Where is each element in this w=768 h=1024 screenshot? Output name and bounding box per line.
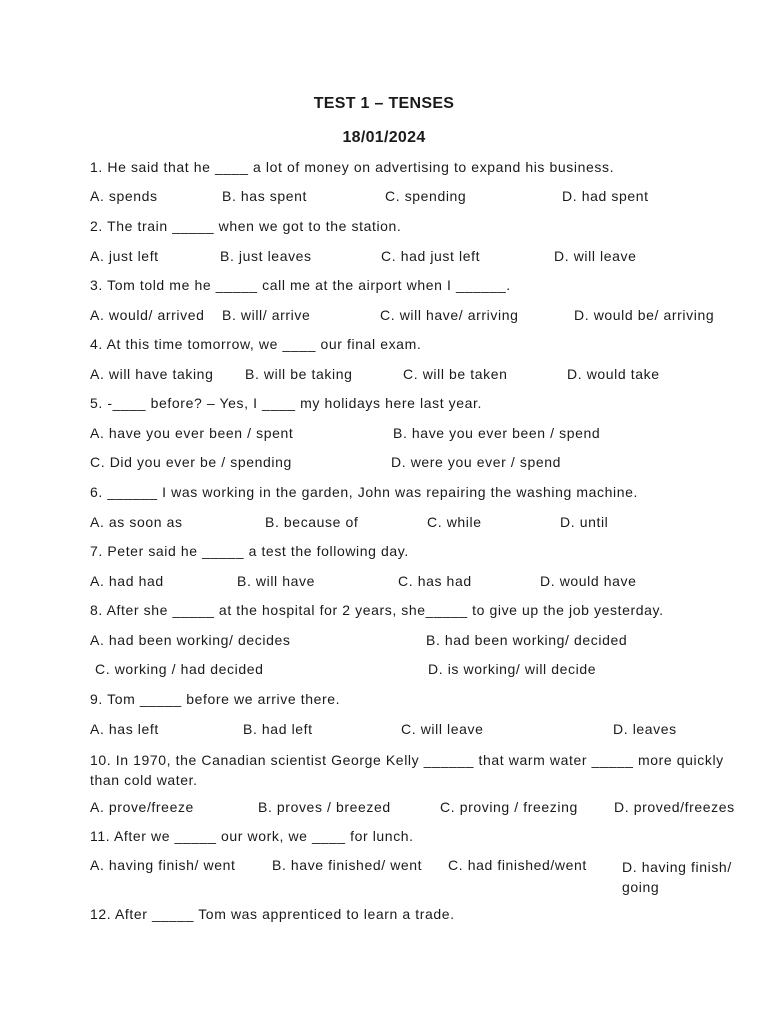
q7-option-a: A. had had <box>90 573 164 589</box>
question-6: 6. ______ I was working in the garden, John was repairing the washing machine. <box>90 484 638 500</box>
q6-option-a: A. as soon as <box>90 514 183 530</box>
question-2: 2. The train _____ when we got to the station. <box>90 218 402 234</box>
q7-option-b: B. will have <box>237 573 316 589</box>
q10-option-b: B. proves / breezed <box>258 799 391 815</box>
q11-option-d: D. having finish/ going <box>622 859 732 895</box>
question-4: 4. At this time tomorrow, we ____ our final exam. <box>90 336 422 352</box>
q6-option-d: D. until <box>560 514 609 530</box>
q1-option-c: C. spending <box>385 188 467 204</box>
q2-option-d: D. will leave <box>554 248 637 264</box>
question-7: 7. Peter said he _____ a test the following day. <box>90 543 409 559</box>
question-1: 1. He said that he ____ a lot of money on advertising to expand his business. <box>90 159 615 175</box>
q9-option-c: C. will leave <box>401 721 484 737</box>
q3-option-d: D. would be/ arriving <box>574 307 715 323</box>
q1-option-a: A. spends <box>90 188 158 204</box>
q10-option-a: A. prove/freeze <box>90 799 194 815</box>
q9-option-b: B. had left <box>243 721 313 737</box>
q7-option-c: C. has had <box>398 573 472 589</box>
q11-option-a: A. having finish/ went <box>90 857 236 873</box>
q11-option-b: B. have finished/ went <box>272 857 423 873</box>
q8-option-c: C. working / had decided <box>95 661 264 677</box>
question-10: 10. In 1970, the Canadian scientist George Kelly ______ that warm water _____ more quickly than cold water. <box>90 752 724 788</box>
q2-option-b: B. just leaves <box>220 248 312 264</box>
question-5: 5. -____ before? – Yes, I ____ my holidays here last year. <box>90 395 483 411</box>
q7-option-d: D. would have <box>540 573 637 589</box>
q1-option-b: B. has spent <box>222 188 308 204</box>
test-date: 18/01/2024 <box>342 129 426 146</box>
q4-option-a: A. will have taking <box>90 366 214 382</box>
q10-option-d: D. proved/freezes <box>614 799 735 815</box>
q10-option-c: C. proving / freezing <box>440 799 578 815</box>
test-title: TEST 1 – TENSES <box>313 95 455 112</box>
q5-option-b: B. have you ever been / spend <box>393 425 601 441</box>
q6-option-c: C. while <box>427 514 482 530</box>
question-8: 8. After she _____ at the hospital for 2 years, she_____ to give up the job yesterday. <box>90 602 664 618</box>
q11-option-c: C. had finished/went <box>448 857 587 873</box>
q9-option-d: D. leaves <box>613 721 677 737</box>
q3-option-a: A. would/ arrived <box>90 307 205 323</box>
q1-option-d: D. had spent <box>562 188 649 204</box>
q3-option-c: C. will have/ arriving <box>380 307 519 323</box>
q2-option-a: A. just left <box>90 248 159 264</box>
q6-option-b: B. because of <box>265 514 359 530</box>
question-3: 3. Tom told me he _____ call me at the airport when I ______. <box>90 277 511 293</box>
question-11: 11. After we _____ our work, we ____ for lunch. <box>90 828 414 844</box>
q8-option-b: B. had been working/ decided <box>426 632 628 648</box>
question-12: 12. After _____ Tom was apprenticed to learn a trade. <box>90 906 455 922</box>
q9-option-a: A. has left <box>90 721 159 737</box>
q5-option-a: A. have you ever been / spent <box>90 425 294 441</box>
question-9: 9. Tom _____ before we arrive there. <box>90 691 341 707</box>
q4-option-d: D. would take <box>567 366 660 382</box>
q2-option-c: C. had just left <box>381 248 481 264</box>
q5-option-c: C. Did you ever be / spending <box>90 454 292 470</box>
q8-option-a: A. had been working/ decides <box>90 632 291 648</box>
q5-option-d: D. were you ever / spend <box>391 454 562 470</box>
q4-option-c: C. will be taken <box>403 366 508 382</box>
q8-option-d: D. is working/ will decide <box>428 661 597 677</box>
q3-option-b: B. will/ arrive <box>222 307 311 323</box>
q4-option-b: B. will be taking <box>245 366 353 382</box>
